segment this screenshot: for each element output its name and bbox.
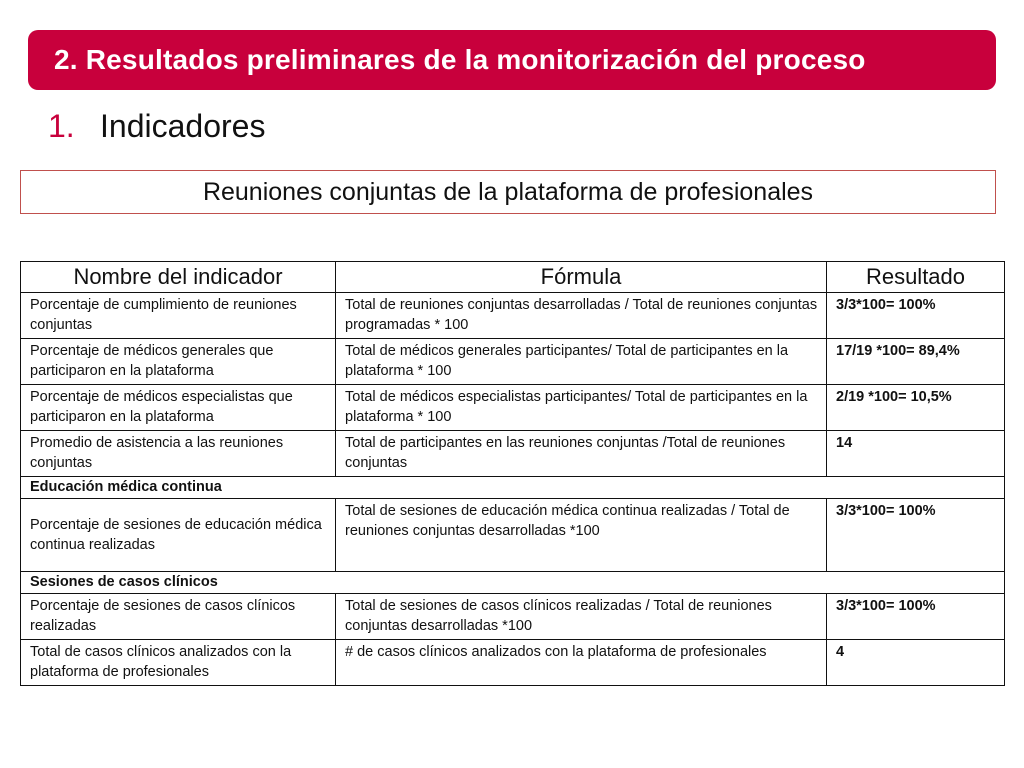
- table-row: [21, 293, 1005, 339]
- formula-cell: Total de médicos generales participantes/ Total de participantes en la plataforma * 100: [336, 339, 827, 385]
- indicators-heading: [48, 108, 265, 145]
- indicator-name-cell: Porcentaje de médicos especialistas que participaron en la plataforma: [21, 385, 336, 431]
- section-row-clinical-cases: [21, 572, 1005, 594]
- section-label: Educación médica continua: [21, 477, 1005, 499]
- result-cell: 2/19 *100= 10,5%: [827, 385, 1005, 431]
- table-row: [21, 594, 1005, 640]
- section-row-education: [21, 477, 1005, 499]
- indicator-name-cell: Porcentaje de sesiones de educación médica continua realizadas: [21, 499, 336, 572]
- indicator-name-cell: Porcentaje de cumplimiento de reuniones conjuntas: [21, 293, 336, 339]
- formula-cell: # de casos clínicos analizados con la plataforma de profesionales: [336, 640, 827, 686]
- table-row: [21, 499, 1005, 572]
- indicator-name-cell: Promedio de asistencia a las reuniones conjuntas: [21, 431, 336, 477]
- header-formula: Fórmula: [336, 262, 827, 293]
- table-row: [21, 640, 1005, 686]
- subtitle-box: [20, 170, 996, 214]
- indicator-name-cell: Porcentaje de sesiones de casos clínicos realizadas: [21, 594, 336, 640]
- indicators-table: [20, 261, 1005, 686]
- section-label: Sesiones de casos clínicos: [21, 572, 1005, 594]
- table-row: [21, 431, 1005, 477]
- table-row: [21, 385, 1005, 431]
- result-cell: 14: [827, 431, 1005, 477]
- heading-number: 1.: [48, 108, 75, 144]
- result-cell: 17/19 *100= 89,4%: [827, 339, 1005, 385]
- header-result: Resultado: [827, 262, 1005, 293]
- result-cell: 3/3*100= 100%: [827, 499, 1005, 572]
- result-cell: 4: [827, 640, 1005, 686]
- table-row: [21, 339, 1005, 385]
- subtitle-text: Reuniones conjuntas de la plataforma de profesionales: [202, 177, 814, 206]
- table-header-row: [21, 262, 1005, 293]
- formula-cell: Total de médicos especialistas participantes/ Total de participantes en la plataforma * 100: [336, 385, 827, 431]
- section-banner: [28, 30, 996, 90]
- header-indicator-name: Nombre del indicador: [21, 262, 336, 293]
- formula-cell: Total de sesiones de educación médica continua realizadas / Total de reuniones conjuntas desarrolladas *100: [336, 499, 827, 572]
- heading-text: Indicadores: [100, 108, 266, 144]
- indicator-name-cell: Total de casos clínicos analizados con la plataforma de profesionales: [21, 640, 336, 686]
- result-cell: 3/3*100= 100%: [827, 293, 1005, 339]
- banner-title: 2. Resultados preliminares de la monitorización del proceso: [54, 44, 866, 75]
- result-cell: 3/3*100= 100%: [827, 594, 1005, 640]
- formula-cell: Total de reuniones conjuntas desarrolladas / Total de reuniones conjuntas programadas * 100: [336, 293, 827, 339]
- indicator-name-cell: Porcentaje de médicos generales que participaron en la plataforma: [21, 339, 336, 385]
- formula-cell: Total de participantes en las reuniones conjuntas /Total de reuniones conjuntas: [336, 431, 827, 477]
- formula-cell: Total de sesiones de casos clínicos realizadas / Total de reuniones conjuntas desarrolladas *100: [336, 594, 827, 640]
